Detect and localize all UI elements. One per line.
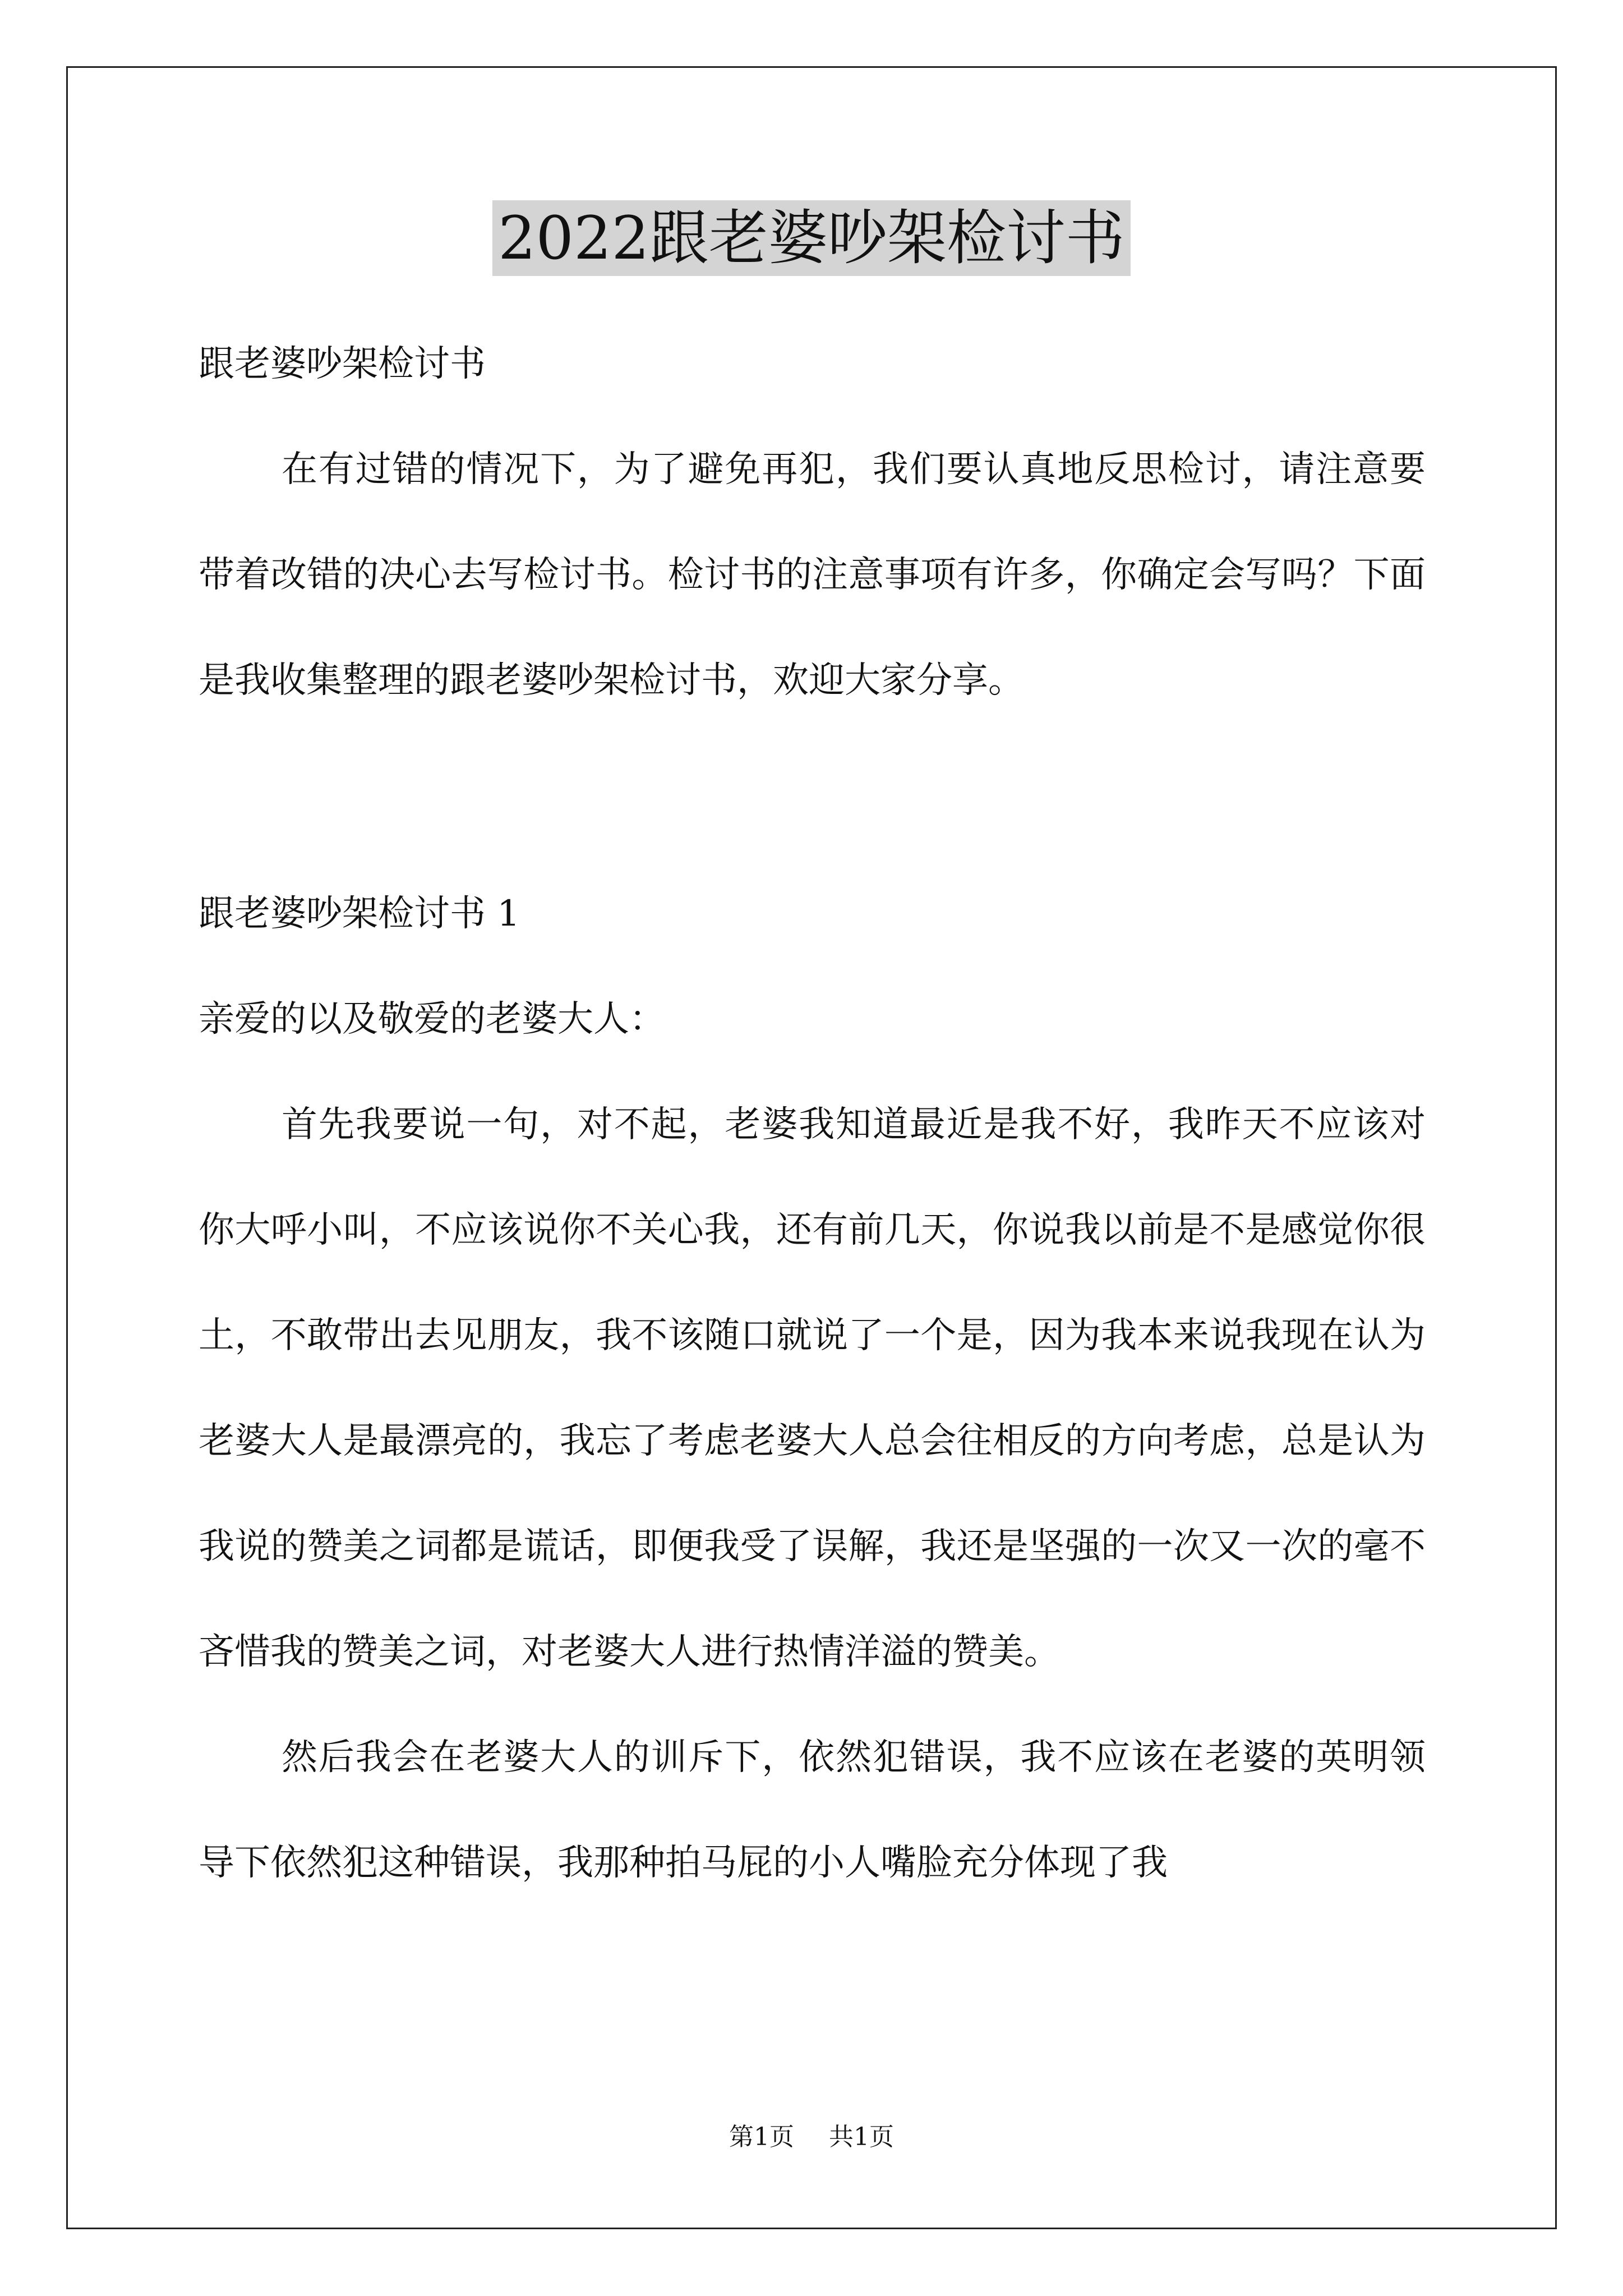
document-title-text: 2022跟老婆吵架检讨书 — [492, 200, 1131, 276]
page-footer — [0, 2120, 1623, 2154]
intro-paragraph: 在有过错的情况下，为了避免再犯，我们要认真地反思检讨，请注意要带着改错的决心去写检讨书。检讨书的注意事项有许多，你确定会写吗？下面是我收集整理的跟老婆吵架检讨书，欢迎大家分享。 — [199, 449, 1426, 701]
body-paragraph-1: 首先我要说一句，对不起，老婆我知道最近是我不好，我昨天不应该对你大呼小叫，不应该说你不关心我，还有前几天，你说我以前是不是感觉你很土，不敢带出去见朋友，我不该随口就说了一个是，因为我本来说我现在认为老婆大人是最漂亮的，我忘了考虑老婆大人总会往相反的方向考虑，总是认为我说的赞美之词都是谎话，即便我受了误解，我还是坚强的一次又一次的毫不吝惜我的赞美之词，对老婆大人进行热情洋溢的赞美。 — [199, 1104, 1426, 1673]
body-paragraph-2: 然后我会在老婆大人的训斥下，依然犯错误，我不应该在老婆的英明领导下依然犯这种错误，我那种拍马屁的小人嘴脸充分体现了我 — [199, 1737, 1426, 1884]
document-body-main — [199, 861, 1426, 1916]
document-subtitle: 跟老婆吵架检讨书 — [199, 343, 486, 385]
document-title — [0, 199, 1623, 278]
page-number-current: 第1页 — [729, 2123, 794, 2151]
document-body-top — [199, 311, 1426, 733]
page-number-total: 共1页 — [829, 2123, 894, 2151]
section-heading: 跟老婆吵架检讨书 1 — [199, 893, 520, 935]
salutation: 亲爱的以及敬爱的老婆大人： — [199, 999, 665, 1040]
